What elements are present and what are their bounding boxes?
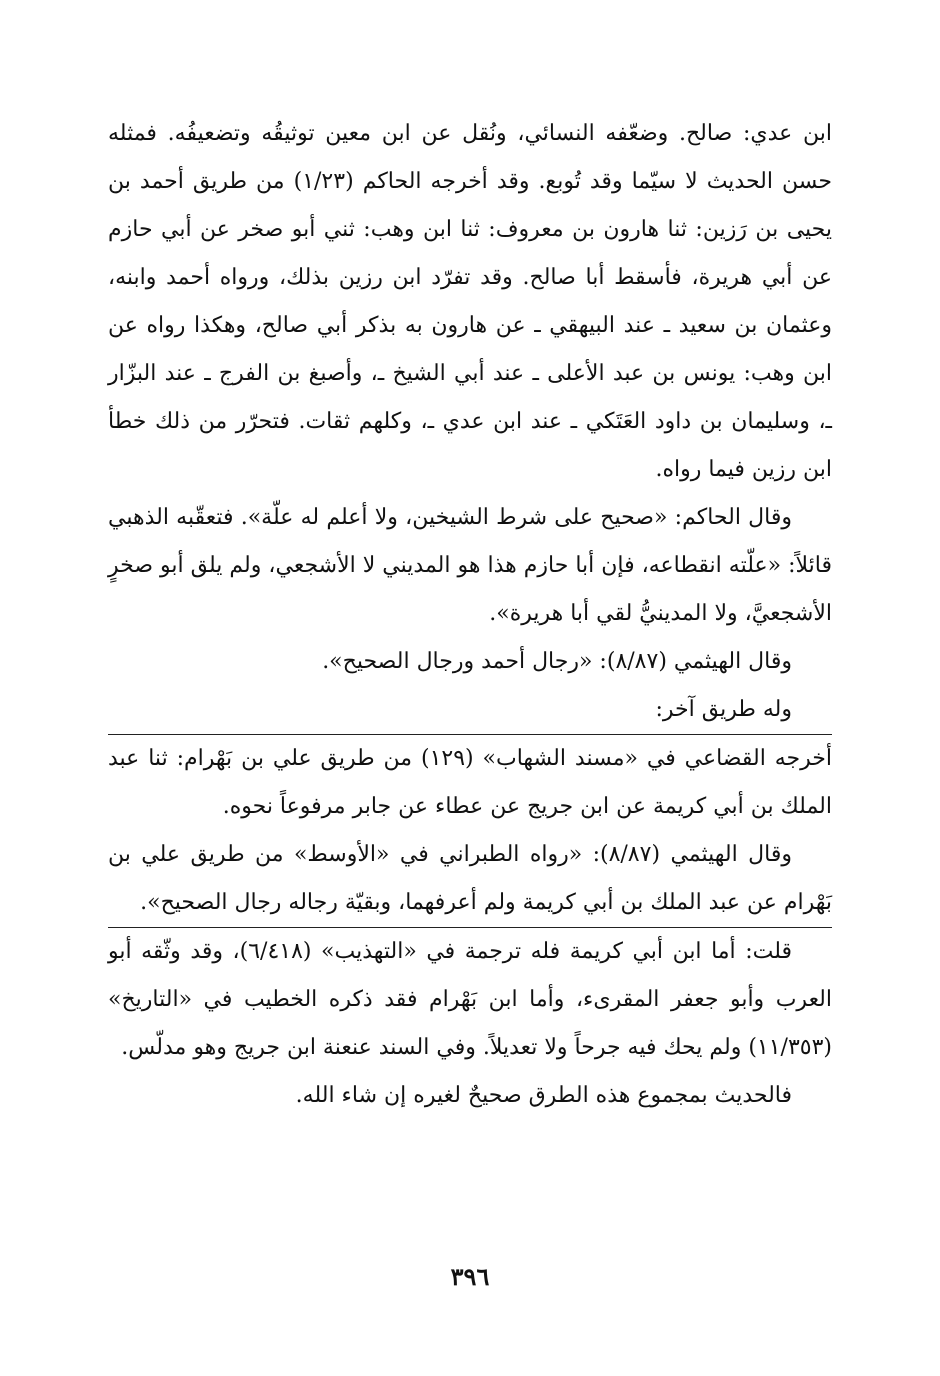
paragraph-6: وقال الهيثمي (٨/٨٧): «رواه الطبراني في «الأوسط» من طريق علي بن بَهْرام عن عبد الملك بن أبي كريمة ولم أعرفهما، وبقيّة رجاله رجال الصحيح».: [108, 842, 832, 915]
page-body: [108, 110, 832, 1310]
paragraph-4: وله طريق آخر:: [655, 697, 792, 722]
paragraph-3: وقال الهيثمي (٨/٨٧): «رجال أحمد ورجال الصحيح».: [322, 649, 792, 674]
page-number: ٣٩٦: [450, 1262, 490, 1291]
paragraph-5: أخرجه القضاعي في «مسند الشهاب» (١٢٩) من طريق علي بن بَهْرام: ثنا عبد الملك بن أبي كريمة عن ابن جريج عن عطاء عن جابر مرفوعاً نحوه.: [108, 746, 832, 819]
paragraph-7: قلت: أما ابن أبي كريمة فله ترجمة في «التهذيب» (٦/٤١٨)، وقد وثّقه أبو العرب وأبو جعفر المقرىء، وأما ابن بَهْرام فقد ذكره الخطيب في «التاريخ» (١١/٣٥٣) ولم يحك فيه جرحاً ولا تعديلاً. وفي السند عنعنة ابن جريج وهو مدلّس.: [108, 939, 832, 1060]
paragraph-8: فالحديث بمجموع هذه الطرق صحيحٌ لغيره إن شاء الله.: [295, 1083, 792, 1108]
paragraph-2: وقال الحاكم: «صحيح على شرط الشيخين، ولا أعلم له علّة». فتعقّبه الذهبي قائلاً: «علّته انقطاعه، فإن أبا حازم هذا هو المديني لا الأشجعي، ولم يلق أبو صخرٍ الأشجعيَّ، ولا المدينيُّ لقي أبا هريرة».: [108, 505, 832, 626]
paragraph-1: ابن عدي: صالح. وضعّفه النسائي، ونُقل عن ابن معين توثيقُه وتضعيفُه. فمثله حسن الحديث لا سيّما وقد تُوبع. وقد أخرجه الحاكم (١/٢٣) من طريق أحمد بن يحيى بن رَزين: ثنا هارون بن معروف: ثنا ابن وهب: ثني أبو صخر عن أبي حازم عن أبي هريرة، فأسقط أبا صالح. وقد تفرّد ابن رزين بذلك، ورواه أحمد وابنه، وعثمان بن سعيد ـ عند البيهقي ـ عن هارون به بذكر أبي صالح، وهكذا رواه عن ابن وهب: يونس بن عبد الأعلى ـ عند أبي الشيخ ـ، وأصبغ بن الفرج ـ عند البزّار ـ، وسليمان بن داود العَتَكي ـ عند ابن عدي ـ، وكلهم ثقات. فتحرّر من ذلك خطأ ابن رزين فيما رواه.: [108, 121, 832, 482]
